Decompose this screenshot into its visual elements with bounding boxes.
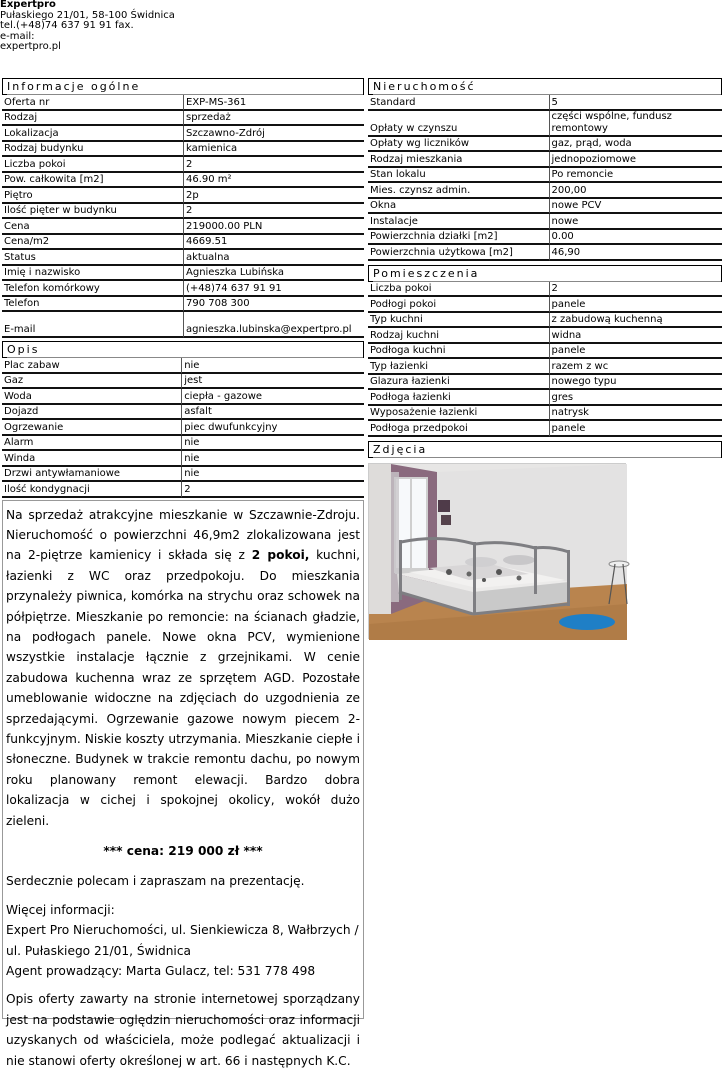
general-info-table [2, 95, 364, 338]
rooms-value: panele [549, 297, 722, 313]
agency-website: expertpro.pl [0, 41, 61, 53]
opis-row [2, 358, 364, 374]
general-info-label: Liczba pokoi [2, 157, 183, 173]
rooms-row [368, 375, 722, 391]
property-label: Okna [368, 199, 549, 215]
general-info-label: Telefon komórkowy [2, 281, 183, 297]
rooms-value: natrysk [549, 406, 722, 422]
rooms-table [368, 282, 722, 437]
section-rooms-title: Pomieszczenia [373, 266, 721, 282]
general-info-row [2, 297, 364, 313]
price-line: *** cena: 219 000 zł *** [103, 844, 263, 858]
rooms-value: 2 [549, 282, 722, 298]
opis-label: Drzwi antywłamaniowe [2, 467, 181, 483]
bedroom-photo-image [369, 464, 627, 640]
rooms-row [368, 297, 722, 313]
general-info-value: 4669.51 [183, 235, 364, 251]
description-bold: 2 pokoi, [251, 548, 310, 563]
general-info-label: Lokalizacja [2, 126, 183, 142]
disclaimer: Opis oferty zawarty na stronie internetowej sporządzany jest na podstawie oględzin nieruchomości oraz informacji uzyskanych od właściciela, może podlegać aktualizacji i nie stanowi oferty określonej w art. 66 i następnych K.C. [6, 992, 360, 1068]
opis-label: Ogrzewanie [2, 420, 181, 436]
rooms-label: Podłoga przedpokoi [368, 421, 549, 437]
opis-value: nie [181, 436, 364, 452]
opis-value: nie [181, 358, 364, 374]
agent-line: Agent prowadzący: Marta Gulacz, tel: 531 778 498 [6, 964, 316, 979]
agency-phone: tel.(+48)74 637 91 91 fax. [0, 20, 134, 32]
opis-label: Dojazd [2, 405, 181, 421]
property-value: części wspólne, fundusz remontowy [549, 111, 722, 137]
more-info-address: Expert Pro Nieruchomości, ul. Sienkiewicza 8, Wałbrzych / ul. Pułaskiego 21/01, Świdnica [6, 923, 359, 958]
rooms-label: Rodzaj kuchni [368, 328, 549, 344]
property-label: Opłaty w czynszu [368, 111, 549, 137]
section-general-heading [2, 78, 364, 95]
general-info-row [2, 312, 364, 338]
rooms-label: Glazura łazienki [368, 375, 549, 391]
general-info-label: Rodzaj budynku [2, 142, 183, 158]
general-info-row [2, 95, 364, 111]
property-label: Rodzaj mieszkania [368, 152, 549, 168]
opis-value: nie [181, 467, 364, 483]
rooms-value: widna [549, 328, 722, 344]
general-info-label: Cena [2, 219, 183, 235]
general-info-value: kamienica [183, 142, 364, 158]
property-value: Po remoncie [549, 168, 722, 184]
property-row [368, 168, 722, 184]
rooms-label: Podłoga kuchni [368, 344, 549, 360]
property-label: Stan lokalu [368, 168, 549, 184]
property-value: 5 [549, 95, 722, 111]
property-row [368, 111, 722, 137]
property-row [368, 245, 722, 261]
opis-label: Winda [2, 451, 181, 467]
general-info-label: E-mail [2, 312, 183, 338]
property-label: Opłaty wg liczników [368, 137, 549, 153]
rooms-label: Podłogi pokoi [368, 297, 549, 313]
general-info-row [2, 235, 364, 251]
general-info-row [2, 281, 364, 297]
rooms-value: panele [549, 421, 722, 437]
rooms-label: Podłoga łazienki [368, 390, 549, 406]
opis-table [2, 358, 364, 498]
opis-row [2, 420, 364, 436]
property-value: nowe PCV [549, 199, 722, 215]
rooms-label: Wyposażenie łazienki [368, 406, 549, 422]
opis-label: Plac zabaw [2, 358, 181, 374]
bedroom-photo[interactable] [368, 463, 626, 639]
section-photos-heading [368, 441, 722, 458]
general-info-row [2, 204, 364, 220]
rooms-value: nowego typu [549, 375, 722, 391]
opis-value: jest [181, 374, 364, 390]
general-info-value: 46.90 m² [183, 173, 364, 189]
agency-email-label: e-mail: [0, 30, 35, 42]
rooms-value: razem z wc [549, 359, 722, 375]
rooms-row [368, 282, 722, 298]
general-info-label: Ilość pięter w budynku [2, 204, 183, 220]
property-row [368, 137, 722, 153]
invite-text: Serdecznie polecam i zapraszam na prezentację. [6, 874, 305, 889]
section-photos-title: Zdjęcia [373, 442, 721, 458]
general-info-row [2, 266, 364, 282]
opis-value: 2 [181, 482, 364, 498]
opis-row [2, 389, 364, 405]
general-info-row [2, 219, 364, 235]
section-rooms-heading [368, 265, 722, 282]
opis-value: nie [181, 451, 364, 467]
section-opis-title: Opis [7, 342, 363, 358]
rooms-label: Typ kuchni [368, 313, 549, 329]
property-label: Mies. czynsz admin. [368, 183, 549, 199]
opis-value: ciepła - gazowe [181, 389, 364, 405]
general-info-row [2, 111, 364, 127]
general-info-label: Cena/m2 [2, 235, 183, 251]
general-info-row [2, 173, 364, 189]
opis-row [2, 374, 364, 390]
property-value: 200,00 [549, 183, 722, 199]
property-label: Instalacje [368, 214, 549, 230]
general-info-value: Agnieszka Lubińska [183, 266, 364, 282]
section-opis-heading [2, 341, 364, 358]
rooms-row [368, 313, 722, 329]
section-general-title: Informacje ogólne [7, 79, 363, 95]
opis-value: piec dwufunkcyjny [181, 420, 364, 436]
property-label: Standard [368, 95, 549, 111]
description-box [2, 500, 364, 1068]
section-property-heading [368, 78, 722, 95]
rooms-row [368, 359, 722, 375]
general-info-label: Rodzaj [2, 111, 183, 127]
opis-value: asfalt [181, 405, 364, 421]
description-part-2: kuchni, łazienki z WC oraz przedpokoju. Do mieszkania przynależy piwnica, komórka na strychu oraz schowek na półpiętrze. Mieszkanie po remoncie: na ścianach gładzie, na podłogach panele. Nowe okna PCV, wymienione wszystkie instalacje łącznie z grzejnikami. W cenie zabudowa kuchenna wraz ze sprzętem AGD. Pozostałe umeblowanie widoczne na zdjęciach do uzgodnienia ze sprzedającymi. Ogrzewanie gazowe nowym piecem 2-funkcyjnym. Niskie koszty utrzymania. Mieszkanie ciepłe i słoneczne. Budynek w trakcie remontu dachu, po nowym roku planowany remont elewacji. Bardzo dobra lokalizacja w cichej i spokojnej okolicy, wokół dużo zieleni. [6, 548, 360, 828]
description-part-1: Na sprzedaż atrakcyjne mieszkanie w Szczawnie-Zdroju. Nieruchomość o powierzchni 46,9m2 zlokalizowana jest na 2-piętrze kamienicy i składa się z [6, 507, 360, 563]
property-row [368, 95, 722, 111]
general-info-value: sprzedaż [183, 111, 364, 127]
opis-row [2, 405, 364, 421]
general-info-value: 2 [183, 157, 364, 173]
property-value: 46,90 [549, 245, 722, 261]
property-row [368, 199, 722, 215]
rooms-row [368, 344, 722, 360]
property-row [368, 214, 722, 230]
general-info-value: Szczawno-Zdrój [183, 126, 364, 142]
general-info-value: 219000.00 PLN [183, 219, 364, 235]
general-info-value: 2 [183, 204, 364, 220]
general-info-row [2, 126, 364, 142]
opis-label: Alarm [2, 436, 181, 452]
general-info-row [2, 250, 364, 266]
general-info-value: 2p [183, 188, 364, 204]
property-value: jednopoziomowe [549, 152, 722, 168]
more-info-title: Więcej informacji: [6, 902, 115, 917]
opis-row [2, 436, 364, 452]
rooms-row [368, 390, 722, 406]
general-info-value: EXP-MS-361 [183, 95, 364, 111]
rooms-value: z zabudową kuchenną [549, 313, 722, 329]
opis-label: Woda [2, 389, 181, 405]
general-info-value: agnieszka.lubinska@expertpro.pl [183, 312, 364, 338]
property-value: nowe [549, 214, 722, 230]
rooms-label: Liczba pokoi [368, 282, 549, 298]
general-info-row [2, 188, 364, 204]
agency-header [0, 0, 175, 53]
property-row [368, 230, 722, 246]
opis-label: Gaz [2, 374, 181, 390]
general-info-value: aktualna [183, 250, 364, 266]
property-label: Powierzchnia użytkowa [m2] [368, 245, 549, 261]
general-info-label: Piętro [2, 188, 183, 204]
section-property-title: Nieruchomość [373, 79, 721, 95]
general-info-label: Telefon [2, 297, 183, 313]
rooms-row [368, 421, 722, 437]
left-column [2, 78, 364, 1068]
property-value: gaz, prąd, woda [549, 137, 722, 153]
rooms-row [368, 406, 722, 422]
general-info-row [2, 142, 364, 158]
rooms-row [368, 328, 722, 344]
property-row [368, 183, 722, 199]
general-info-label: Status [2, 250, 183, 266]
property-label: Powierzchnia działki [m2] [368, 230, 549, 246]
property-table [368, 95, 722, 261]
rooms-value: gres [549, 390, 722, 406]
general-info-row [2, 157, 364, 173]
general-info-value: 790 708 300 [183, 297, 364, 313]
opis-row [2, 451, 364, 467]
right-column [368, 78, 722, 639]
general-info-label: Oferta nr [2, 95, 183, 111]
agency-name: Expertpro [0, 0, 56, 10]
opis-row [2, 467, 364, 483]
property-row [368, 152, 722, 168]
opis-row [2, 482, 364, 498]
general-info-value: (+48)74 637 91 91 [183, 281, 364, 297]
rooms-value: panele [549, 344, 722, 360]
general-info-label: Imię i nazwisko [2, 266, 183, 282]
description-text [6, 505, 360, 832]
opis-label: Ilość kondygnacji [2, 482, 181, 498]
agency-address: Pułaskiego 21/01, 58-100 Świdnica [0, 9, 175, 21]
property-value: 0.00 [549, 230, 722, 246]
general-info-label: Pow. całkowita [m2] [2, 173, 183, 189]
rooms-label: Typ łazienki [368, 359, 549, 375]
